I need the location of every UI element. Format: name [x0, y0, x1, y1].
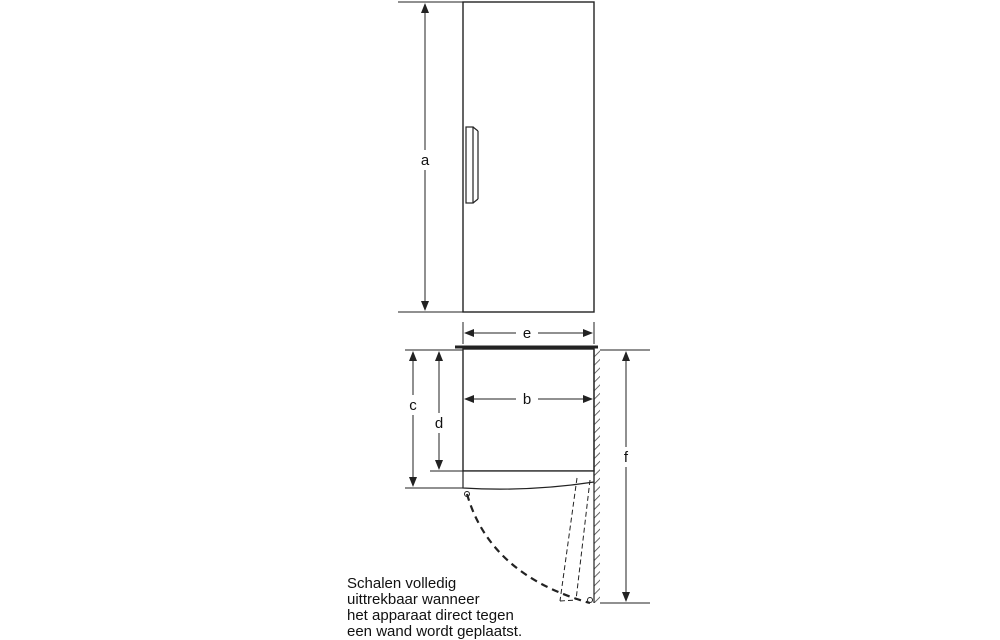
dimension-label-c: c: [409, 397, 417, 414]
appliance-top-body: [463, 349, 594, 471]
door-handle-icon: [466, 127, 478, 203]
dimension-label-e: e: [522, 325, 532, 342]
dimension-e: [465, 325, 592, 342]
note-line: een wand wordt geplaatst.: [347, 623, 523, 640]
dimension-c: [409, 352, 417, 486]
dimension-label-b: b: [522, 391, 532, 408]
top-view: [405, 322, 650, 603]
note-line: Schalen volledig: [347, 575, 457, 592]
dimension-d: [435, 352, 443, 469]
note-line: uittrekbaar wanneer: [347, 591, 480, 608]
note-line: het apparaat direct tegen: [347, 607, 514, 624]
dimension-label-f: f: [623, 449, 629, 466]
dimension-a: [417, 4, 433, 310]
door-closed-outline: [463, 471, 594, 489]
dimension-label-a: a: [420, 152, 430, 169]
dimension-f: [624, 352, 629, 601]
dimension-label-d: d: [434, 415, 444, 432]
dimension-b: [465, 391, 592, 408]
installation-note: [347, 576, 607, 640]
wall-hatch: [594, 349, 600, 603]
front-view: [398, 2, 594, 312]
appliance-front-body: [463, 2, 594, 312]
